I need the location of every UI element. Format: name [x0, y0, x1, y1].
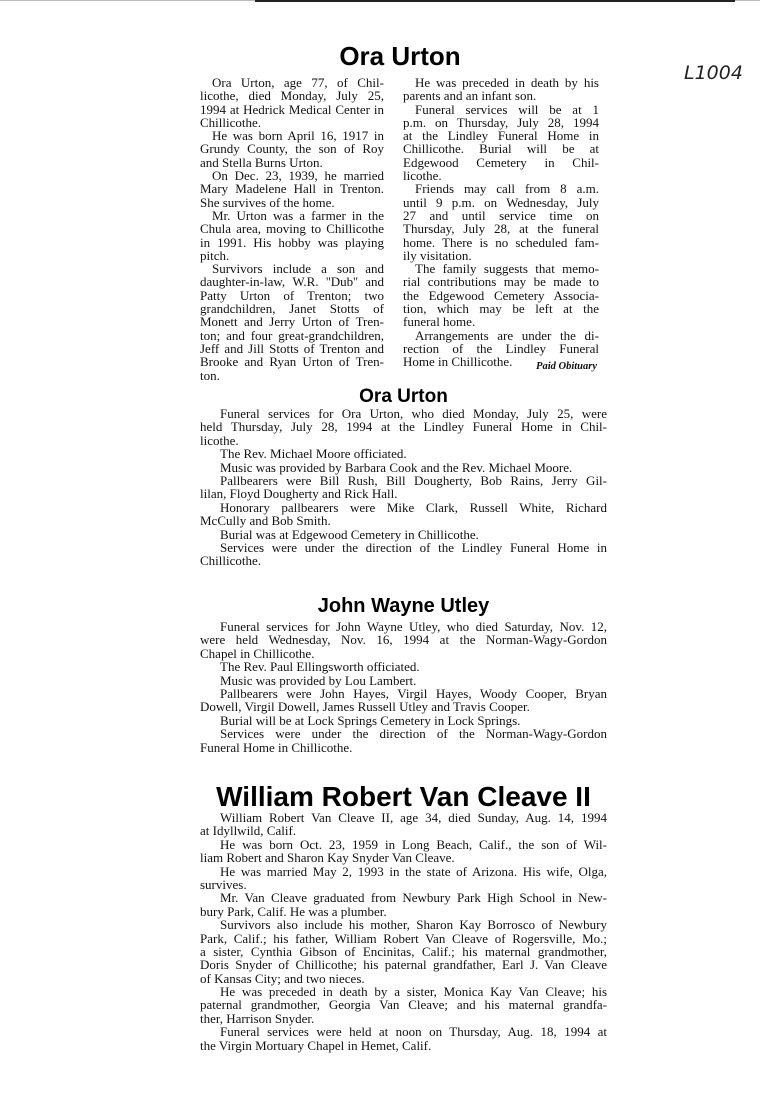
text-line: survives.	[200, 876, 247, 892]
text-line: the Edgewood Cemetery Associa-	[403, 287, 599, 303]
text-line: Brooke and Ryan Urton of Tren-	[200, 354, 384, 370]
text-line: Monett and Jerry Urton of Tren-	[200, 314, 384, 330]
text-line: Pallbearers were Bill Rush, Bill Dougherty, Bob Rains, Jerry Gil-	[220, 472, 607, 488]
text-line: Thursday, July 28, at the funeral	[403, 221, 599, 237]
text-line: Arrangements are under the di-	[415, 327, 599, 343]
paragraph	[403, 182, 599, 262]
handwritten-page-mark: L1004	[684, 62, 743, 84]
text-line: rial contributions may be made to	[403, 274, 599, 290]
text-line: until 9 p.m. on Wednesday, July	[403, 194, 599, 210]
obituary-title: Ora Urton	[339, 41, 461, 71]
text-line: parents and an infant son.	[403, 88, 537, 104]
text-line: Mr. Urton was a farmer in the	[212, 207, 384, 223]
text-line: Chillicothe.	[200, 553, 262, 569]
paragraph	[200, 209, 384, 262]
text-line: at the Lindley Funeral Home in	[403, 128, 599, 144]
text-line: Burial was at Edgewood Cemetery in Chillicothe.	[220, 526, 479, 542]
text-line: Home in Chillicothe.	[403, 354, 513, 370]
text-line: were held Wednesday, Nov. 16, 1994 at the Norman-Wagy-Gordon	[200, 632, 607, 648]
text-line: She survives of the home.	[200, 194, 335, 210]
text-line: and Stella Burns Urton.	[200, 154, 323, 170]
paragraph	[403, 103, 599, 183]
paragraph	[200, 76, 384, 129]
paragraph	[200, 1025, 607, 1052]
obituary-body	[200, 811, 607, 1052]
text-line: in 1991. His hobby was playing	[200, 234, 384, 250]
obituary-title: John Wayne Utley	[317, 595, 490, 617]
text-line: Doris Snyder of Chillicothe; his paternal grandfather, Earl J. Van Cleave	[200, 957, 607, 973]
paragraph	[200, 918, 607, 985]
text-line: ther, Harrison Snyder.	[200, 1010, 315, 1026]
text-line: daughter-in-law, W.R. ''Dub'' and	[200, 274, 384, 290]
text-line: Survivors also include his mother, Sharon Kay Borrosco of Newbury	[220, 917, 607, 933]
text-line: He was born April 16, 1917 in	[212, 128, 384, 144]
text-line: Chula area, moving to Chillicothe	[200, 221, 384, 237]
paragraph	[200, 528, 607, 541]
obituary-left-column	[200, 76, 384, 382]
text-line: He was preceded in death by a sister, Monica Kay Van Cleave; his	[220, 984, 607, 1000]
text-line: Park, Calif.; his father, William Robert Van Cleave of Rogersville, Mo.;	[200, 930, 607, 946]
text-line: pitch.	[200, 247, 230, 263]
paragraph	[200, 811, 607, 838]
text-line: 27 and until service time on	[403, 207, 599, 223]
text-line: Dowell, Virgil Dowell, James Russell Utley and Travis Cooper.	[200, 699, 530, 715]
paragraph	[200, 129, 384, 169]
text-line: ily visitation.	[403, 247, 472, 263]
text-line: ton.	[200, 367, 220, 383]
text-line: a sister, Cynthia Gibson of Encinitas, Calif.; his maternal grandmother,	[200, 943, 607, 959]
text-line: grandchildren, Janet Stotts of	[200, 301, 384, 317]
paragraph	[200, 474, 607, 501]
paragraph	[200, 727, 607, 754]
obituary-title: William Robert Van Cleave II	[216, 781, 591, 812]
text-line: home. There is no scheduled fam-	[403, 234, 599, 250]
text-line: The Rev. Michael Moore officiated.	[220, 446, 407, 462]
text-line: Pallbearers were John Hayes, Virgil Hayes, Woody Cooper, Bryan	[220, 685, 607, 701]
text-line: lilan, Floyd Dougherty and Rick Hall.	[200, 486, 398, 502]
paragraph	[200, 660, 607, 673]
paragraph	[200, 407, 607, 447]
paragraph	[403, 262, 599, 328]
paragraph	[200, 891, 607, 918]
text-line: licothe.	[403, 168, 442, 184]
text-line: Survivors include a son and	[212, 261, 384, 277]
text-line: Music was provided by Lou Lambert.	[220, 672, 417, 688]
text-line: Funeral services for John Wayne Utley, who died Saturday, Nov. 12,	[220, 619, 607, 634]
text-line: 1994 at Hedrick Medical Center in	[200, 101, 384, 117]
text-line: On Dec. 23, 1939, he married	[212, 168, 384, 184]
text-line: Chillicothe.	[200, 114, 262, 130]
text-line: Friends may call from 8 a.m.	[415, 181, 599, 197]
text-line: Chapel in Chillicothe.	[200, 645, 315, 661]
paragraph	[200, 501, 607, 528]
text-line: licothe, died Monday, July 25,	[200, 88, 384, 104]
text-line: Services were under the direction of the Lindley Funeral Home in	[220, 539, 607, 555]
text-line: Funeral Home in Chillicothe.	[200, 739, 353, 755]
obituary-title: Ora Urton	[359, 386, 448, 407]
text-line: bury Park, Calif. He was a plumber.	[200, 903, 387, 919]
paragraph	[200, 838, 607, 865]
text-line: licothe.	[200, 432, 239, 448]
paragraph	[200, 447, 607, 460]
text-line: Funeral services were held at noon on Thursday, Aug. 18, 1994 at	[220, 1024, 607, 1040]
text-line: the Virgin Mortuary Chapel in Hemet, Calif.	[200, 1037, 432, 1053]
text-line: rection of the Lindley Funeral	[403, 340, 599, 356]
text-line: Patty Urton of Trenton; two	[200, 287, 384, 303]
text-line: Grundy County, the son of Roy	[200, 141, 384, 157]
text-line: Honorary pallbearers were Mike Clark, Russell White, Richard	[220, 499, 607, 515]
scan-edge-bar	[255, 0, 735, 2]
text-line: at Idyllwild, Calif.	[200, 823, 297, 839]
text-line: William Robert Van Cleave II, age 34, died Sunday, Aug. 14, 1994	[220, 810, 607, 825]
text-line: He was married May 2, 1993 in the state of Arizona. His wife, Olga,	[220, 863, 607, 879]
text-line: held Thursday, July 28, 1994 at the Lindley Funeral Home in Chil-	[200, 419, 607, 435]
text-line: Jeff and Jill Stotts of Trenton and	[200, 340, 384, 356]
text-line: McCully and Bob Smith.	[200, 513, 331, 529]
paragraph	[200, 620, 607, 660]
paragraph	[200, 541, 607, 568]
obituary-body	[200, 620, 607, 754]
text-line: The Rev. Paul Ellingsworth officiated.	[220, 659, 420, 675]
text-line: Mr. Van Cleave graduated from Newbury Park High School in New-	[220, 890, 607, 906]
obituary-right-column	[403, 76, 599, 369]
text-line: He was preceded in death by his	[415, 75, 599, 90]
text-line: liam Robert and Sharon Kay Snyder Van Cleave.	[200, 850, 455, 866]
text-line: Services were under the direction of the Norman-Wagy-Gordon	[220, 726, 607, 742]
paragraph	[200, 262, 384, 382]
obituary-body	[200, 407, 607, 568]
text-line: ton; and four great-grandchildren,	[200, 327, 384, 343]
paragraph	[200, 674, 607, 687]
text-line: Chillicothe. Burial will be at	[403, 141, 599, 157]
paid-obituary-label: Paid Obituary	[536, 361, 597, 372]
text-line: p.m. on Thursday, July 28, 1994	[403, 114, 599, 130]
text-line: Ora Urton, age 77, of Chil-	[212, 75, 384, 90]
text-line: tion, which may be left at the	[403, 301, 599, 317]
text-line: Mary Madelene Hall in Trenton.	[200, 181, 384, 197]
text-line: funeral home.	[403, 314, 476, 330]
paragraph	[200, 714, 607, 727]
paragraph	[200, 985, 607, 1025]
text-line: Music was provided by Barbara Cook and the Rev. Michael Moore.	[220, 459, 573, 475]
paragraph	[403, 76, 599, 103]
text-line: Funeral services will be at 1	[415, 101, 599, 117]
text-line: of Kansas City; and two nieces.	[200, 970, 365, 986]
text-line: The family suggests that memo-	[415, 261, 599, 277]
text-line: Edgewood Cemetery in Chil-	[403, 154, 599, 170]
paragraph	[200, 687, 607, 714]
text-line: He was born Oct. 23, 1959 in Long Beach, Calif., the son of Wil-	[220, 836, 607, 852]
paragraph	[200, 865, 607, 892]
paragraph	[200, 169, 384, 209]
text-line: Burial will be at Lock Springs Cemetery in Lock Springs.	[220, 712, 521, 728]
text-line: paternal grandmother, Georgia Van Cleave; and his maternal grandfa-	[200, 997, 607, 1013]
text-line: Funeral services for Ora Urton, who died Monday, July 25, were	[220, 406, 607, 421]
paragraph	[200, 461, 607, 474]
